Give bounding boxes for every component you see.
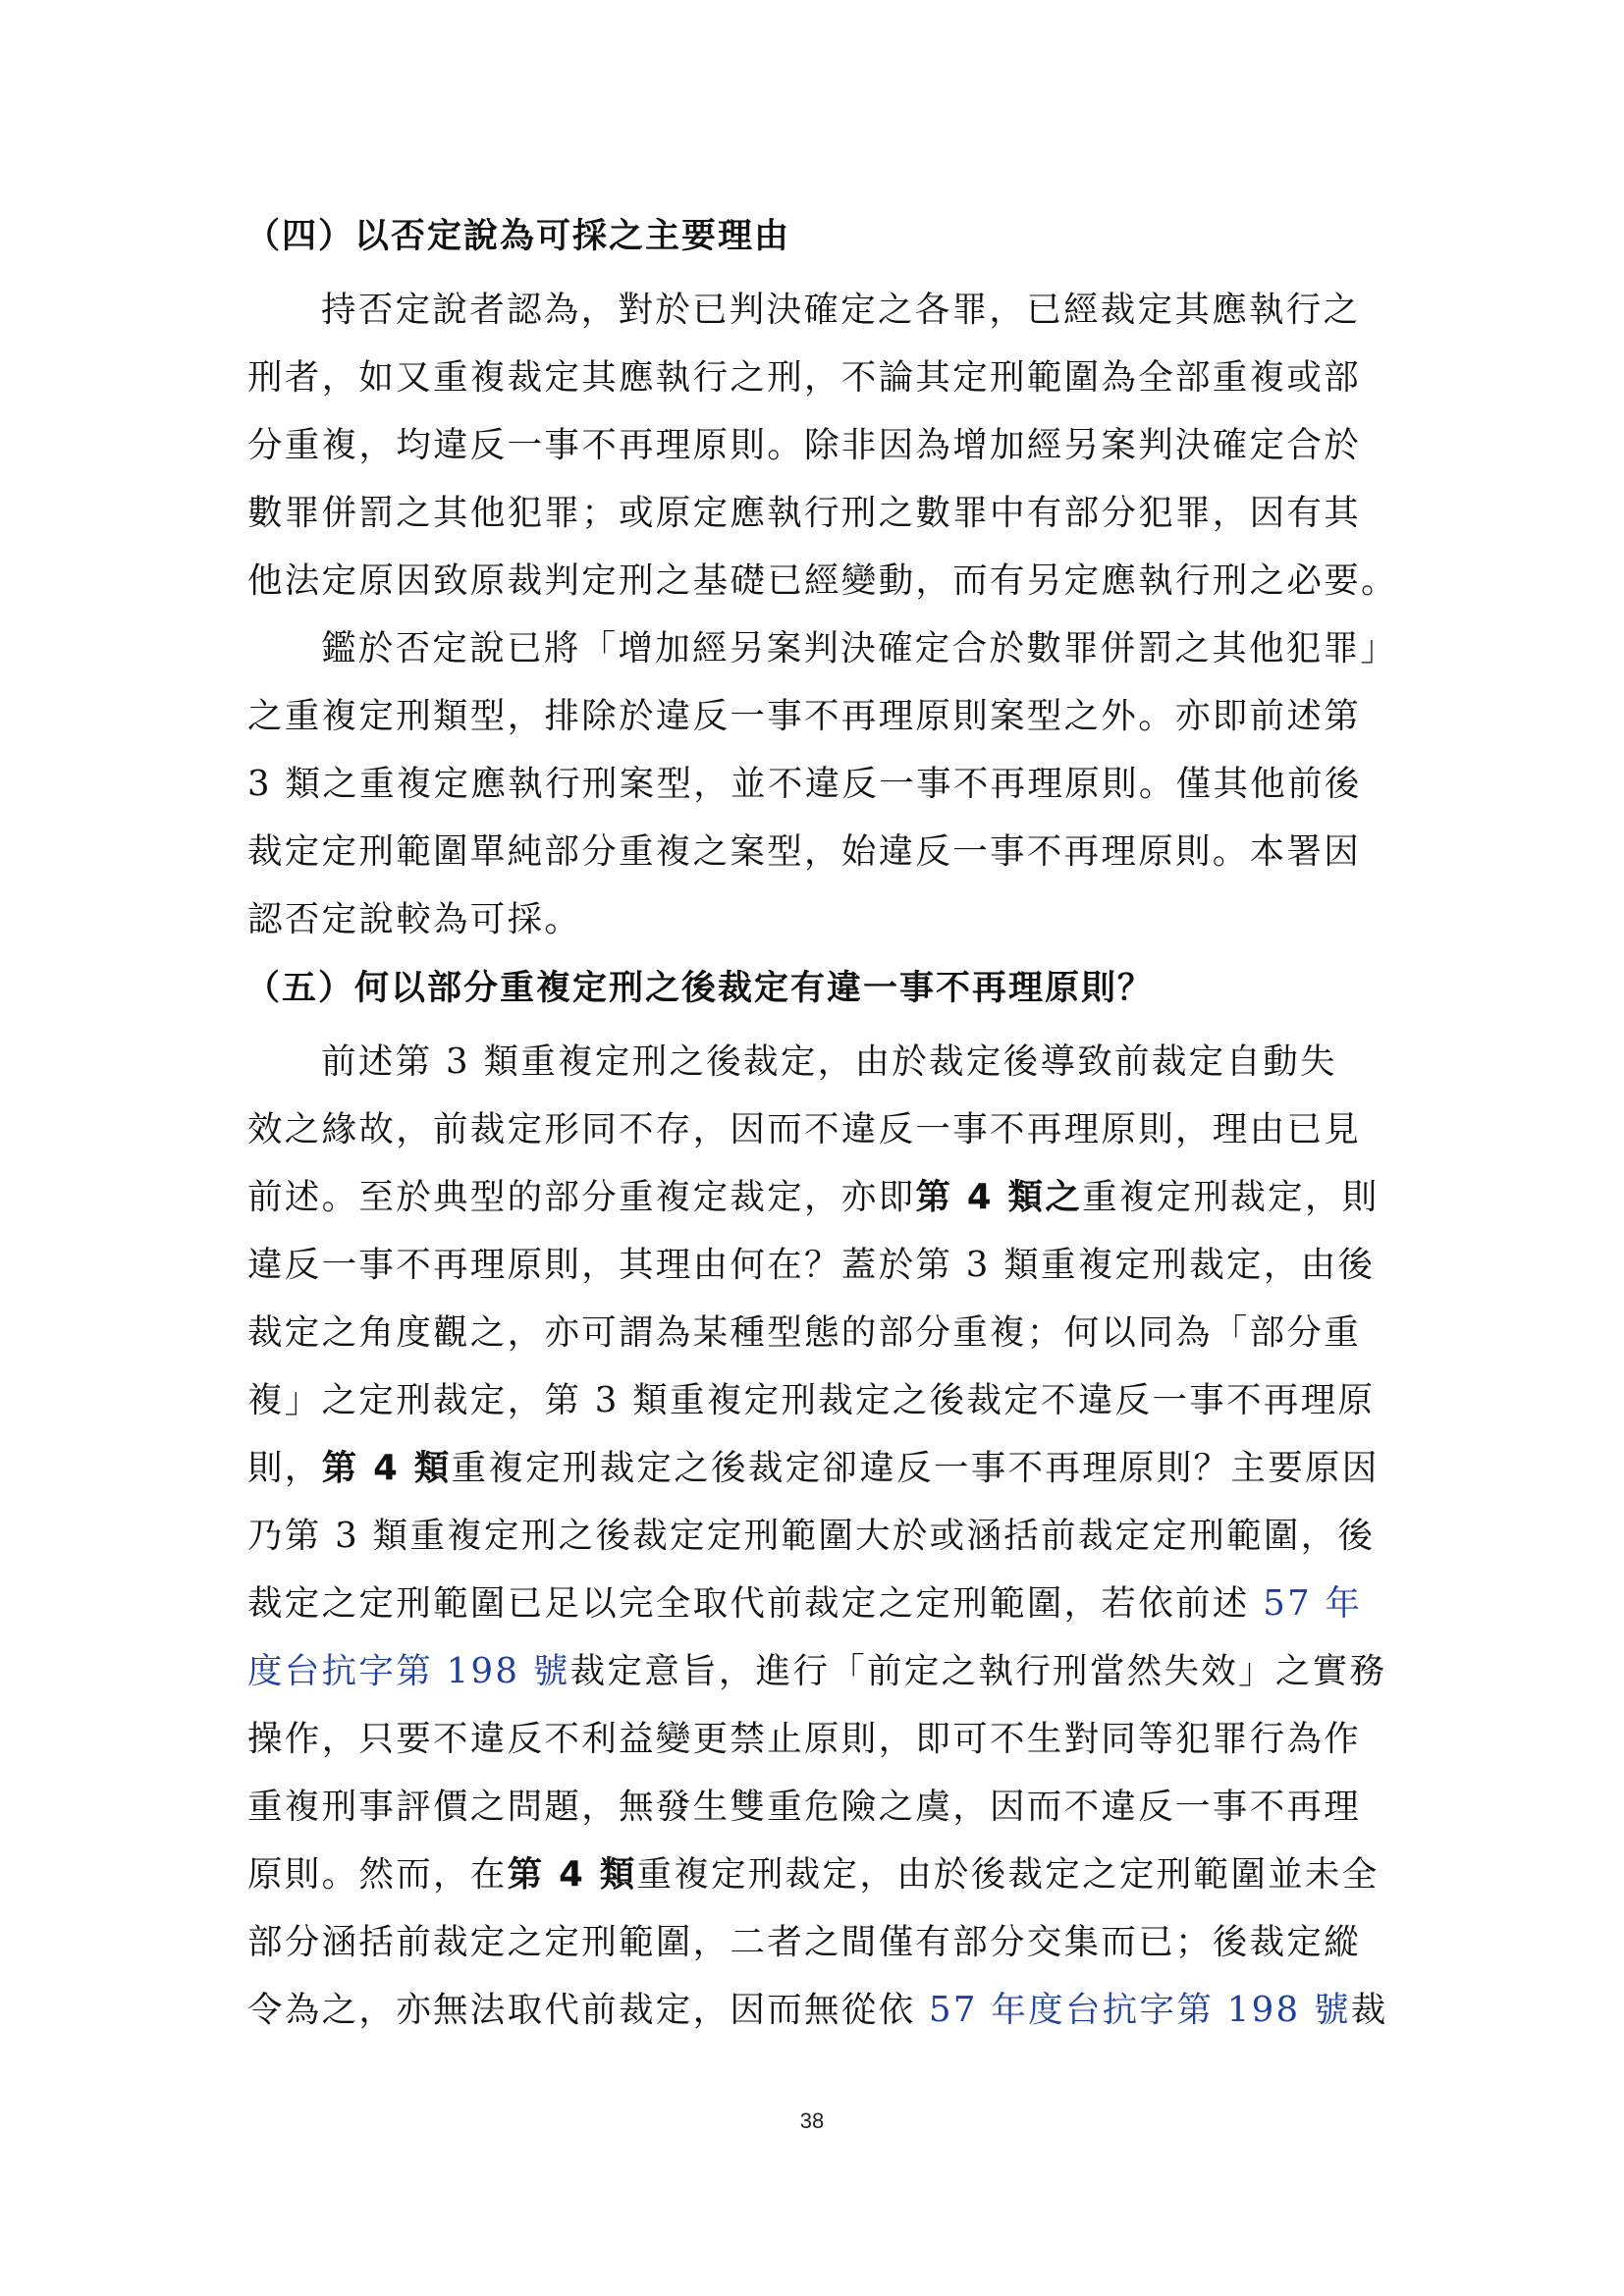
paragraph-line: 他法定原因致原裁判定刑之基礎已經變動，而有另定應執行刑之必要。 [247, 561, 1398, 601]
paragraph-line: 持否定說者認為，對於已判決確定之各罪，已經裁定其應執行之 [321, 290, 1361, 330]
bold-category-term: 第 4 類之 [915, 1177, 1083, 1217]
paragraph-line: 認否定說較為可採。 [247, 899, 582, 939]
paragraph-line: 效之緣故，前裁定形同不存，因而不違反一事不再理原則，理由已見 [247, 1109, 1362, 1149]
text-run: 原則。然而，在 [247, 1854, 508, 1895]
paragraph-line: 數罪併罰之其他犯罪；或原定應執行刑之數罪中有部分犯罪，因有其 [247, 493, 1362, 533]
paragraph-line: 分重複，均違反一事不再理原則。除非因為增加經另案判決確定合於 [247, 425, 1362, 465]
paragraph-line: 裁定定刑範圍單純部分重複之案型，始違反一事不再理原則。本署因 [247, 831, 1362, 872]
text-run: 前述。至於典型的部分重複定裁定，亦即 [247, 1177, 916, 1217]
text-run: 重複定刑裁定之後裁定卻違反一事不再理原則？主要原因 [451, 1448, 1380, 1488]
case-citation-link[interactable]: 57 年度台抗字第 198 號 [929, 1990, 1351, 2030]
paragraph-line: 重複刑事評價之問題，無發生雙重危險之虞，因而不違反一事不再理 [247, 1787, 1362, 1827]
paragraph-line: 複」之定刑裁定，第 3 類重複定刑裁定之後裁定不違反一事不再理原 [247, 1380, 1376, 1420]
paragraph-line [247, 1854, 1380, 1895]
paragraph-line: 鑑於否定說已將「增加經另案判決確定合於數罪併罰之其他犯罪」 [321, 628, 1398, 668]
text-run: 裁定意旨，進行「前定之執行刑當然失效」之實務 [569, 1651, 1387, 1691]
text-run: 重複定刑裁定，由於後裁定之定刑範圍並未全 [636, 1854, 1380, 1895]
paragraph-line [247, 1448, 1380, 1488]
text-run: 令為之，亦無法取代前裁定，因而無從依 [247, 1990, 929, 2030]
paragraph-line: 之重複定刑類型，排除於違反一事不再理原則案型之外。亦即前述第 [247, 696, 1362, 736]
text-run: 裁 [1350, 1990, 1388, 2030]
paragraph-line: 部分涵括前裁定之定刑範圍，二者之間僅有部分交集而已；後裁定縱 [247, 1922, 1362, 1962]
paragraph-line [247, 1177, 1380, 1217]
section-4-heading: （四）以否定說為可採之主要理由 [245, 217, 791, 256]
paragraph-line: 刑者，如又重複裁定其應執行之刑，不論其定刑範圍為全部重複或部 [247, 357, 1362, 398]
paragraph-line [247, 1583, 1363, 1624]
text-run: 則， [247, 1448, 322, 1488]
paragraph-line: 操作，只要不違反不利益變更禁止原則，即可不生對同等犯罪行為作 [247, 1719, 1362, 1759]
paragraph-line: 裁定之角度觀之，亦可謂為某種型態的部分重複；何以同為「部分重 [247, 1312, 1362, 1353]
text-run: 重複定刑裁定，則 [1082, 1177, 1380, 1217]
section-5-heading: （五）何以部分重複定刑之後裁定有違一事不再理原則？ [245, 969, 1155, 1008]
bold-category-term: 第 4 類 [507, 1854, 637, 1895]
text-run: 裁定之定刑範圍已足以完全取代前裁定之定刑範圍，若依前述 [247, 1583, 1264, 1624]
case-citation-link[interactable]: 57 年 [1263, 1583, 1363, 1624]
paragraph-line: 乃第 3 類重複定刑之後裁定定刑範圍大於或涵括前裁定定刑範圍，後 [247, 1516, 1376, 1556]
paragraph-line: 前述第 3 類重複定刑之後裁定，由於裁定後導致前裁定自動失 [321, 1041, 1337, 1082]
case-citation-link[interactable]: 度台抗字第 198 號 [247, 1651, 570, 1691]
paragraph-line [247, 1990, 1388, 2030]
bold-category-term: 第 4 類 [321, 1448, 452, 1488]
paragraph-line: 3 類之重複定應執行刑案型，並不違反一事不再理原則。僅其他前後 [247, 764, 1362, 804]
page-number: 38 [799, 2109, 825, 2133]
paragraph-line [247, 1651, 1387, 1691]
paragraph-line: 違反一事不再理原則，其理由何在？蓋於第 3 類重複定刑裁定，由後 [247, 1245, 1376, 1285]
